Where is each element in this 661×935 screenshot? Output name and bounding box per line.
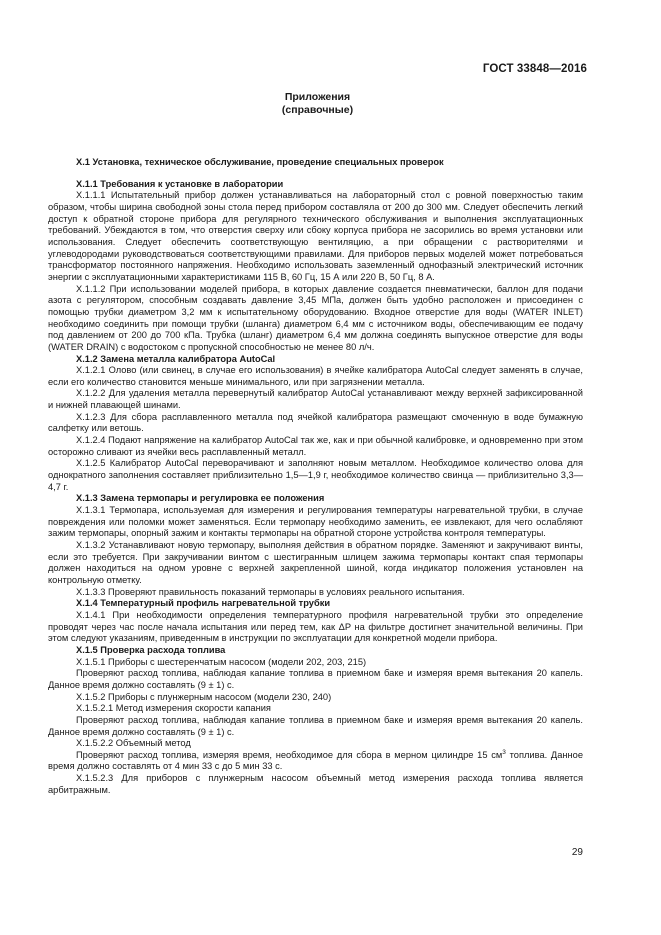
subsection-heading: Х.1.2 Замена металла калибратора AutoCal xyxy=(76,353,276,364)
page-number: 29 xyxy=(571,847,583,858)
text-run: топлива. Данное время должно составлять от 4 мин 33 с до 5 мин 33 с. xyxy=(48,749,583,772)
paragraph: Х.1.5.2.2 Объемный метод xyxy=(76,738,191,749)
paragraph: Х.1.5.1 Приборы с шестеренчатым насосом (модели 202, 203, 215) xyxy=(76,656,367,667)
paragraph: Х.1.2.3 Для сбора расплавленного металла под ячейкой калибратора размещают смоченную в воде бумажную салфетку или ветошь. xyxy=(48,411,583,434)
subsection-heading: Х.1.3 Замена термопары и регулировка ее положения xyxy=(76,493,325,504)
appendix-title-line1: Приложения xyxy=(284,91,351,103)
paragraph: Х.1.5.2.3 Для приборов с плунжерным насосом объемный метод измерения расхода топлива является арбитражным. xyxy=(48,773,583,795)
subsection-heading: Х.1.5 Проверка расхода топлива xyxy=(76,644,226,655)
text-run: Проверяют расход топлива, измеряя время, необходимое для сбора в мерном цилиндре 15 см xyxy=(76,749,503,760)
paragraph: Х.1.3.2 Устанавливают новую термопару, выполняя действия в обратном порядке. Заменяют и закручивают винты, если это требуется. При закручивании винтом с шестигранным шлицем зажима термопары контакт спая термопары должен находиться на одном уровне с верхней закрепленной шиной, когда индикатор положения установлен на контрольную отметку. xyxy=(48,540,583,585)
paragraph: Х.1.2.2 Для удаления металла перевернутый калибратор AutoCal устанавливают между верхней зафиксированной и нижней плавающей шинами. xyxy=(48,388,583,411)
superscript: 3 xyxy=(502,748,506,756)
paragraph: Х.1.4.1 При необходимости определения температурного профиля нагревательной трубки это определение проводят через час после начала испытания или перед тем, как ΔP на фильтре достигнет значительной величины. При этом следуют указаниям, приведенным в инструкции по эксплуатации для конкретной модели прибора. xyxy=(48,609,583,644)
paragraph: Х.1.3.3 Проверяют правильность показаний термопары в условиях реального испытания. xyxy=(76,586,465,597)
paragraph: Х.1.2.4 Подают напряжение на калибратор AutoCal так же, как и при обычной калибровке, и одновременно при этом осторожно сливают из ячейки весь расплавленный металл. xyxy=(48,435,583,457)
standard-code: ГОСТ 33848—2016 xyxy=(482,63,587,75)
paragraph-with-superscript xyxy=(48,750,583,773)
paragraph: Х.1.5.2.1 Метод измерения скорости капания xyxy=(76,703,271,714)
subsection-heading: Х.1.4 Температурный профиль нагревательной трубки xyxy=(76,598,331,609)
paragraph: Х.1.1.2 При использовании моделей прибора, в которых давление создается пневматически, баллон для подачи азота с регулятором, способным создавать давление 3,45 МПа, должен быть удобно расположен и присоединен с помощью трубки диаметром 3,2 мм к испытательному оборудованию. Входное отверстие для воды (WATER INLET) необходимо соединить при помощи трубки (шланга) диаметром 6,4 мм с источником воды, обеспечивающим ее подачу под давлением от 200 до 700 кПа. Трубка (шланг) диаметром 6,4 мм должна соединять выпускное отверстие для воды (WATER DRAIN) с водостоком с пропускной способностью не менее 80 л/ч. xyxy=(48,283,583,352)
paragraph: Х.1.3.1 Термопара, используемая для измерения и регулирования температуры нагревательной трубки, в случае повреждения или поломки может заменяться. Если термопару необходимо заменить, ее извлекают, для чего ослабляют зажим термопары, опорный зажим и контакты термопары на обратной стороне устройства контроля температуры. xyxy=(48,505,583,539)
subsection-heading: Х.1.1 Требования к установке в лаборатории xyxy=(76,178,284,189)
document-body xyxy=(48,157,583,796)
paragraph: Проверяют расход топлива, наблюдая капание топлива в приемном баке и измеряя время вытекания 20 капель. Данное время должно составлять (9 ± 1) с. xyxy=(48,714,583,737)
appendix-title xyxy=(0,91,635,117)
paragraph: Х.1.2.5 Калибратор AutoCal переворачивают и заполняют новым металлом. Необходимое количество олова для однократного заполнения составляет приблизительно 1,5—1,9 г, необходимое количество свинца — приблизительно 3,3—4,7 г. xyxy=(48,458,583,492)
paragraph: Х.1.2.1 Олово (или свинец, в случае его использования) в ячейке калибратора AutoCal следует заменять в случае, если его количество становится меньше минимального, или при загрязнении металла. xyxy=(48,365,583,387)
paragraph: Х.1.5.2 Приборы с плунжерным насосом (модели 230, 240) xyxy=(76,691,332,702)
section-heading: Х.1 Установка, техническое обслуживание, проведение специальных проверок xyxy=(76,157,444,167)
paragraph: Проверяют расход топлива, наблюдая капание топлива в приемном баке и измеряя время вытекания 20 капель. Данное время должно составлять (9 ± 1) с. xyxy=(48,668,583,690)
appendix-title-line2: (справочные) xyxy=(281,104,354,116)
paragraph: Х.1.1.1 Испытательный прибор должен устанавливаться на лабораторный стол с ровной поверхностью таким образом, чтобы ширина свободной зоны стола перед прибором составляла от 200 до 300 мм. Следует обеспечить легкий доступ к обратной стороне прибора для регулярного технического обслуживания и выполнения эксплуатационных требований. Убеждаются в том, что отверстия сверху или сбоку корпуса прибора не засорились во время установки или использования. Следует обеспечить соответствующую вентиляцию, а при обращении с растворителями и углеводородами руководствоваться соответствующими правилами. Для приборов первых моделей может потребоваться трансформатор постоянного напряжения. Необходимо использовать заземленный однофазный электрический источник энергии с эксплуатационными характеристиками 115 В, 60 Гц, 15 А или 220 В, 50 Гц, 8 А. xyxy=(48,190,583,282)
